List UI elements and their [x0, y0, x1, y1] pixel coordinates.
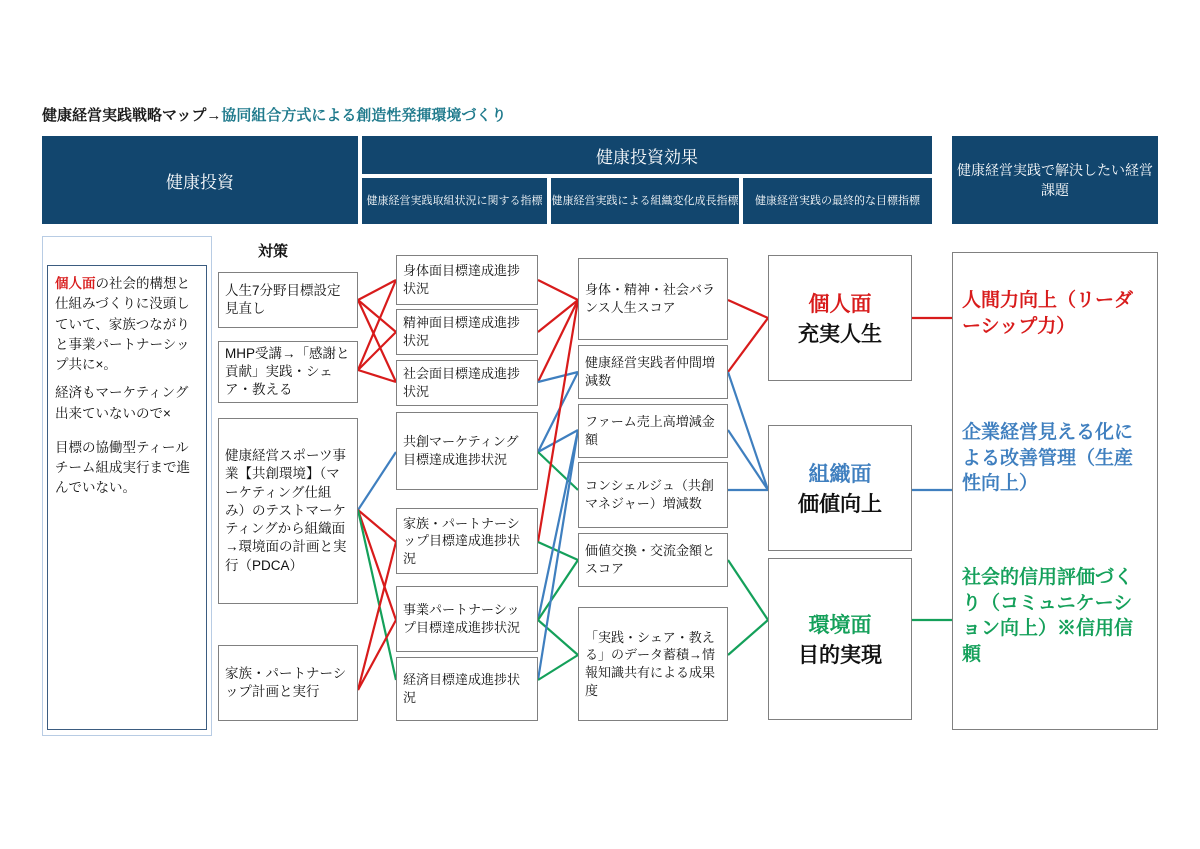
- outcome-box-1[interactable]: [768, 255, 912, 381]
- measure-box-1[interactable]: 人生7分野目標設定見直し: [218, 272, 358, 328]
- solution-text-1: 人間力向上（リーダーシップ力）: [962, 290, 1134, 337]
- indicator-b-box-3[interactable]: ファーム売上高増減金額: [578, 404, 728, 458]
- indicator-a-box-4[interactable]: 共創マーケティング目標達成進捗状況: [396, 412, 538, 490]
- header-management-issue: 健康経営実践で解決したい経営課題: [952, 136, 1158, 224]
- solution-text-2: 企業経営見える化による改善管理（生産性向上）: [962, 422, 1134, 495]
- issue-body-2: 経済もマーケティング出来ていないので×: [55, 385, 189, 421]
- issue-body-3: 目標の協働型ティールチーム組成実行まで進んでいない。: [55, 439, 190, 496]
- header-effect-col-2: 健康経営実践による組織変化成長指標: [551, 178, 739, 224]
- indicator-a-box-7[interactable]: 経済目標達成進捗状況: [396, 657, 538, 721]
- measure-box-3[interactable]: 健康経営スポーツ事業【共創環境】（マーケティング仕組み）のテストマーケティングから組織面→環境面の計画と実行（PDCA）: [218, 418, 358, 604]
- indicator-a-box-6[interactable]: 事業パートナーシップ目標達成進捗状況: [396, 586, 538, 652]
- indicator-b-box-2[interactable]: 健康経営実践者仲間増減数: [578, 345, 728, 399]
- outcome-box-3[interactable]: [768, 558, 912, 720]
- indicator-b-box-1[interactable]: 身体・精神・社会バランス人生スコア: [578, 258, 728, 340]
- measure-box-2[interactable]: MHP受講→「感謝と貢献」実践・シェア・教える: [218, 341, 358, 403]
- page-title-accent: 協同組合方式による創造性発揮環境づくり: [221, 107, 507, 124]
- outcome-1-line2: 充実人生: [798, 323, 882, 346]
- header-effect-col-3: 健康経営実践の最終的な目標指標: [743, 178, 932, 224]
- indicator-a-box-5[interactable]: 家族・パートナーシップ目標達成進捗状況: [396, 508, 538, 574]
- outcome-2-line1: 組織面: [808, 463, 872, 486]
- indicator-a-box-1[interactable]: 身体面目標達成進捗状況: [396, 255, 538, 305]
- page-title: [42, 104, 506, 125]
- indicator-a-box-3[interactable]: 社会面目標達成進捗状況: [396, 360, 538, 406]
- measure-box-4[interactable]: 家族・パートナーシップ計画と実行: [218, 645, 358, 721]
- indicator-a-box-2[interactable]: 精神面目標達成進捗状況: [396, 309, 538, 355]
- outcome-3-line1: 環境面: [808, 614, 872, 637]
- issue-text-box: [47, 265, 207, 730]
- outcome-2-line2: 価値向上: [798, 493, 882, 516]
- outcome-1-line1: 個人面: [808, 293, 872, 316]
- indicator-b-box-4[interactable]: コンシェルジュ（共創マネジャー）増減数: [578, 462, 728, 528]
- issue-lead: 個人面: [55, 276, 96, 291]
- solution-text-3: 社会的信用評価づくり（コミュニケーション向上）※信用信頼: [962, 567, 1134, 665]
- label-measures: 対策: [258, 243, 289, 260]
- outcome-3-line2: 目的実現: [798, 644, 882, 667]
- header-effect-title: 健康投資効果: [362, 136, 932, 174]
- outcome-box-2[interactable]: [768, 425, 912, 551]
- page-title-main: 健康経営実践戦略マップ→: [42, 107, 222, 124]
- header-effect-col-1: 健康経営実践取組状況に関する指標: [362, 178, 547, 224]
- indicator-b-box-5[interactable]: 価値交換・交流金額とスコア: [578, 533, 728, 587]
- indicator-b-box-6[interactable]: 「実践・シェア・教える」のデータ蓄積→情報知識共有による成果度: [578, 607, 728, 721]
- header-investment: 健康投資: [42, 136, 358, 224]
- issue-body-1: の社会的構想と仕組みづくりに没頭していて、家族つながりと事業パートナーシップ共に×。: [55, 276, 190, 372]
